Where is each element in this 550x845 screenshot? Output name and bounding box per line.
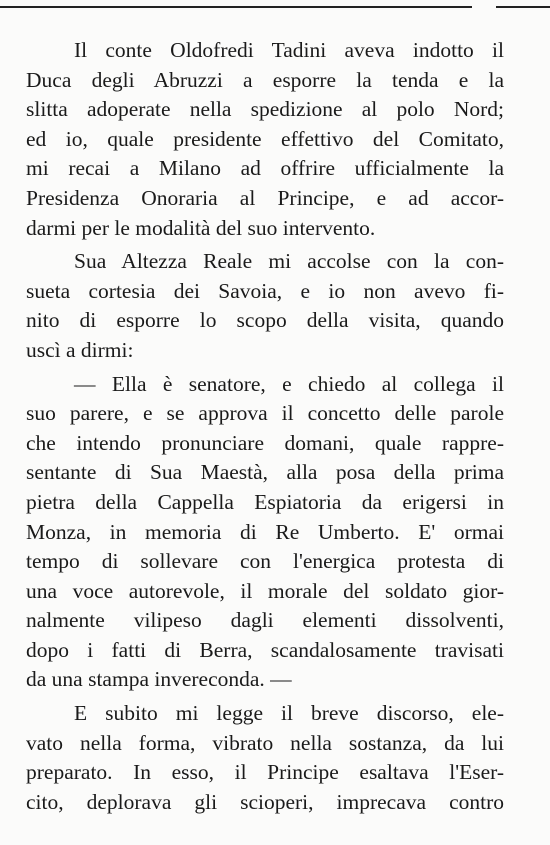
text-line: slitta adoperate nella spedizione al polo Nord; [26, 97, 504, 122]
text-line: sueta cortesia dei Savoia, e io non avevo fi- [26, 278, 504, 303]
paragraph-4 [26, 699, 504, 817]
paragraph-1 [26, 36, 504, 243]
text-line: vato nella forma, vibrato nella sostanza, da lui [26, 730, 504, 755]
text-line: Sua Altezza Reale mi accolse con la con- [74, 249, 504, 274]
paragraph-3 [26, 370, 504, 696]
top-rule [0, 6, 472, 8]
text-line: sentante di Sua Maestà, alla posa della prima [26, 460, 504, 485]
text-line: preparato. In esso, il Principe esaltava l'Eser- [26, 760, 504, 785]
text-line: uscì a dirmi: [26, 337, 134, 362]
text-line: Il conte Oldofredi Tadini aveva indotto il [74, 38, 504, 62]
text-line: Monza, in memoria di Re Umberto. E' ormai [26, 519, 504, 544]
text-line: mi recai a Milano ad offrire ufficialmente la [26, 156, 504, 181]
body-text [26, 36, 504, 817]
text-line: E subito mi legge il breve discorso, ele- [74, 701, 504, 726]
text-line: suo parere, e se approva il concetto delle parole [26, 401, 504, 426]
text-line: Presidenza Onoraria al Principe, e ad accor- [26, 185, 504, 210]
text-line: nito di esporre lo scopo della visita, quando [26, 308, 504, 333]
text-line: — Ella è senatore, e chiedo al collega il [74, 371, 504, 396]
text-line: una voce autorevole, il morale del soldato gior- [26, 578, 504, 603]
text-line: tempo di sollevare con l'energica protesta di [26, 549, 504, 574]
text-line: da una stampa invereconda. — [26, 667, 292, 692]
text-line: nalmente vilipeso dagli elementi dissolventi, [26, 608, 504, 633]
paragraph-2 [26, 247, 504, 365]
text-line: dopo i fatti di Berra, scandalosamente travisati [26, 637, 504, 662]
text-line: cito, deplorava gli scioperi, imprecava contro [26, 789, 504, 814]
top-rule-right [496, 6, 550, 8]
text-line: che intendo pronunciare domani, quale rappre- [26, 430, 504, 455]
text-line: Duca degli Abruzzi a esporre la tenda e la [26, 67, 504, 92]
text-line: darmi per le modalità del suo intervento. [26, 215, 376, 240]
text-line: ed io, quale presidente effettivo del Comitato, [26, 126, 504, 151]
text-line: pietra della Cappella Espiatoria da erigersi in [26, 489, 504, 514]
